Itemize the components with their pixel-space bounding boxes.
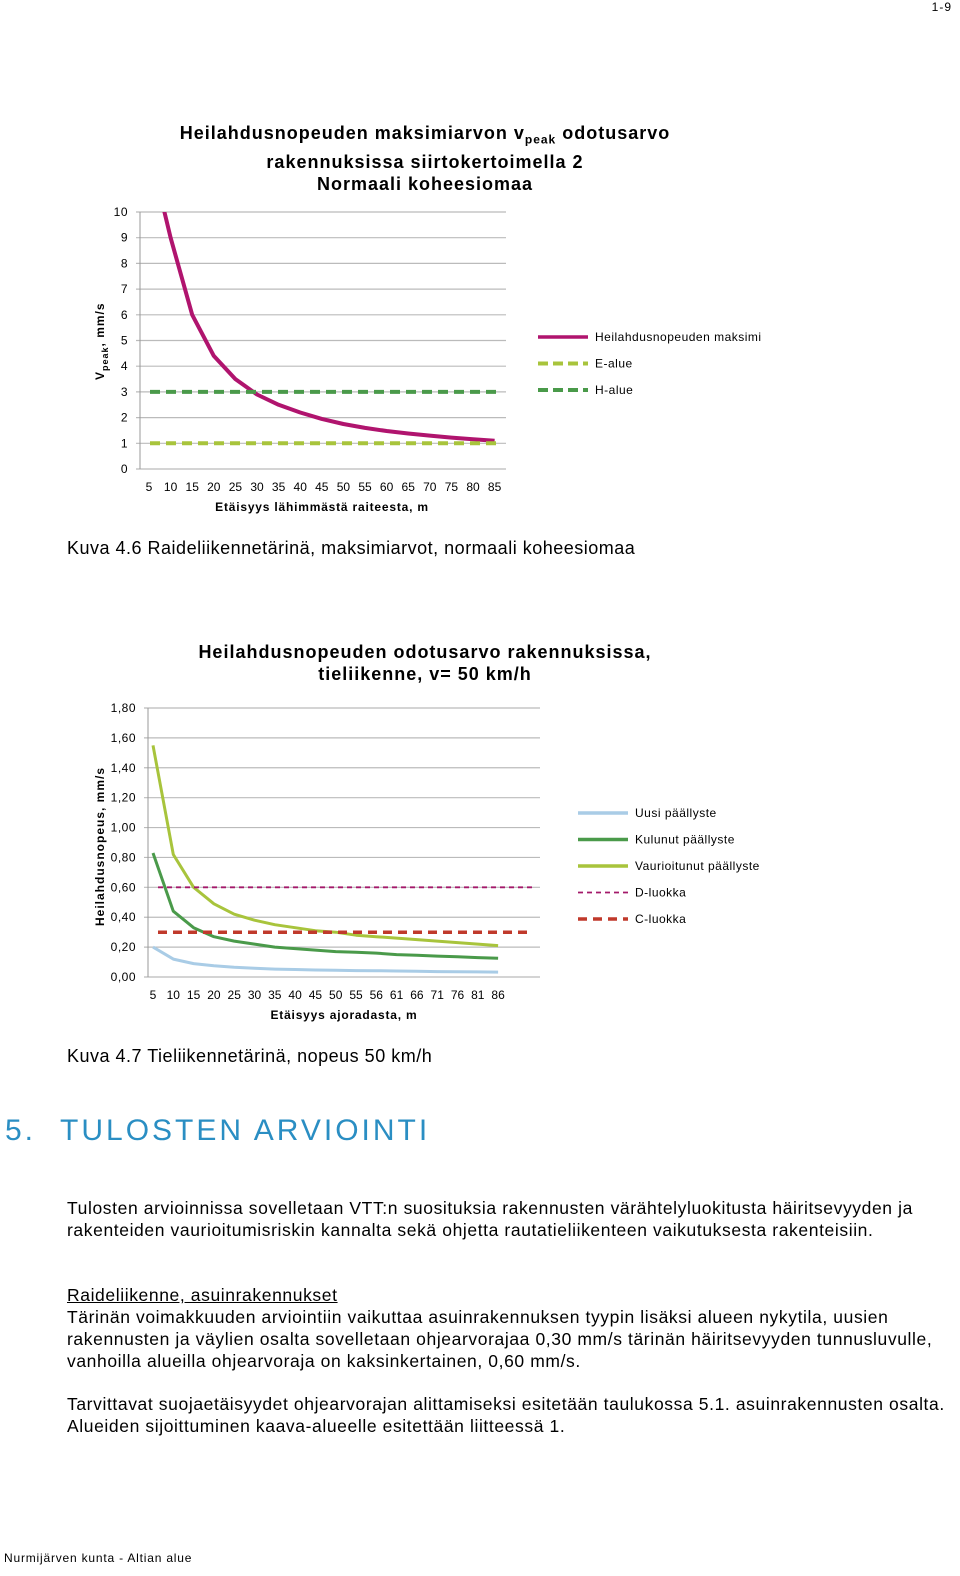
chart1-title-line1-post: odotusarvo [556, 123, 671, 143]
y-tick-label: 5 [120, 333, 128, 348]
y-tick-label: 0,60 [110, 880, 136, 895]
chart1-title-line1-sub: peak [524, 132, 557, 147]
series-line [153, 745, 498, 945]
y-axis-label-main: V [93, 370, 107, 380]
paragraph-1: Tulosten arvioinnissa sovelletaan VTT:n suosituksia rakennusten värähtelyluokitusta häiritsevyyden ja rakenteiden vaurioitumisriskin kannalta sekä ohjetta rautatieliikenteen vaikutuksesta rakenteisiin. [67, 1198, 913, 1240]
y-tick-label: 0,20 [110, 940, 136, 955]
x-tick-label: 25 [228, 480, 243, 494]
y-tick-label: 7 [120, 282, 128, 297]
x-tick-label: 85 [487, 480, 502, 494]
y-axis-label-unit: , mm/s [93, 302, 107, 347]
x-tick-label: 30 [247, 988, 262, 1002]
x-tick-label: 30 [250, 480, 264, 494]
x-tick-label: 55 [358, 480, 372, 494]
x-tick-label: 15 [186, 988, 201, 1002]
x-tick-label: 60 [379, 480, 394, 494]
y-tick-label: 1 [120, 436, 128, 451]
x-tick-label: 45 [315, 480, 329, 494]
x-tick-label: 56 [369, 988, 383, 1002]
y-axis-label [93, 302, 110, 380]
x-tick-label: 65 [401, 480, 415, 494]
y-tick-label: 9 [120, 230, 128, 245]
x-tick-label: 40 [293, 480, 307, 494]
y-tick-label: 1,00 [110, 820, 136, 835]
y-tick-label: 0,00 [110, 970, 136, 984]
figure2-caption: Kuva 4.7 Tieliikennetärinä, nopeus 50 km/h [67, 1046, 433, 1066]
x-tick-label: 50 [336, 480, 351, 494]
y-axis-label-sub: peak [100, 346, 110, 371]
paragraph-2-block [67, 1284, 947, 1372]
x-tick-label: 20 [207, 988, 221, 1002]
y-tick-label: 1,40 [110, 760, 136, 775]
x-tick-label: 71 [430, 988, 444, 1002]
y-tick-label: 6 [120, 307, 128, 322]
legend-label: E-alue [595, 356, 633, 371]
x-tick-label: 10 [166, 988, 180, 1002]
y-axis-label: Heilahdusnopeus, mm/s [93, 766, 107, 926]
paragraph-3: Tarvittavat suojaetäisyydet ohjearvorajan alittamiseksi esitetään taulukossa 5.1. asuinrakennusten osalta. Alueiden sijoittuminen kaava-alueelle esitettään liitteessä 1. [67, 1394, 945, 1436]
chart2-title-line1: Heilahdusnopeuden odotusarvo rakennuksissa, [198, 642, 652, 662]
x-tick-label: 35 [268, 988, 282, 1002]
legend-label: C-luokka [635, 912, 687, 926]
x-tick-label: 45 [308, 988, 323, 1002]
x-tick-label: 81 [471, 988, 485, 1002]
y-tick-label: 1,60 [110, 730, 136, 745]
section-title: TULOSTEN ARVIOINTI [60, 1114, 431, 1147]
x-tick-label: 76 [450, 988, 465, 1002]
section-heading [5, 1114, 430, 1148]
x-tick-label: 55 [349, 988, 363, 1002]
x-tick-label: 50 [329, 988, 343, 1002]
footer: Nurmijärven kunta - Altian alue [4, 1551, 193, 1565]
x-tick-label: 86 [491, 988, 505, 1002]
x-tick-label: 40 [288, 988, 302, 1002]
page-number: 1-9 [931, 0, 952, 14]
y-tick-label: 0,80 [110, 850, 136, 865]
x-tick-label: 80 [466, 480, 480, 494]
y-tick-label: 8 [120, 256, 128, 271]
y-tick-label: 10 [113, 205, 128, 219]
chart2-title [140, 641, 710, 685]
x-tick-label: 70 [423, 480, 437, 494]
x-tick-label: 75 [444, 480, 459, 494]
legend-label: H-alue [595, 383, 634, 397]
y-tick-label: 2 [120, 410, 128, 425]
subheading-raideliikenne: Raideliikenne, asuinrakennukset [67, 1285, 338, 1305]
y-tick-label: 0 [120, 462, 128, 476]
x-tick-label: 35 [271, 480, 286, 494]
figure1-caption: Kuva 4.6 Raideliikennetärinä, maksimiarvot, normaali koheesiomaa [67, 538, 636, 558]
paragraph-2: Tärinän voimakkuuden arviointiin vaikuttaa asuinrakennuksen tyypin lisäksi alueen nykytila, uusien rakennusten ja väylien osalta sovelletaan ohjearvorajaa 0,30 mm/s tärinän häiritsevyyden tunnusluvulle, vanhoilla alueilla ohjearvoraja on kaksinkertainen, 0,60 mm/s. [67, 1307, 933, 1371]
x-tick-label: 15 [185, 480, 199, 494]
y-tick-label: 3 [120, 384, 128, 399]
x-tick-label: 61 [389, 988, 404, 1002]
y-tick-label: 4 [120, 359, 128, 374]
chart1-title [95, 122, 755, 195]
y-tick-label: 1,20 [110, 790, 136, 805]
section-number: 5. [5, 1114, 37, 1147]
x-tick-label: 25 [227, 988, 241, 1002]
x-tick-label: 5 [145, 480, 153, 494]
chart2-title-line2: tieliikenne, v= 50 km/h [318, 664, 532, 684]
series-line [149, 195, 495, 441]
chart1-title-line3: Normaali koheesiomaa [316, 173, 534, 194]
legend-label: Vaurioitunut päällyste [635, 859, 760, 873]
x-axis-label: Etäisyys ajoradasta, m [270, 1008, 418, 1022]
x-tick-label: 10 [163, 480, 178, 494]
chart1-title-line1-pre: Heilahdusnopeuden maksimiarvon v [179, 123, 525, 143]
legend-label: Uusi päällyste [635, 806, 717, 820]
legend-label: D-luokka [635, 885, 687, 900]
y-tick-label: 1,80 [110, 701, 136, 715]
chart1-title-line2: rakennuksissa siirtokertoimella 2 [266, 151, 584, 172]
x-axis-label: Etäisyys lähimmästä raiteesta, m [215, 500, 429, 514]
legend-label: Heilahdusnopeuden maksimi [595, 330, 762, 344]
x-tick-label: 20 [207, 480, 221, 494]
y-tick-label: 0,40 [110, 910, 136, 925]
x-tick-label: 66 [410, 988, 424, 1002]
x-tick-label: 5 [149, 988, 157, 1002]
chart1-svg [0, 195, 960, 525]
chart2-svg [0, 690, 960, 1030]
legend-label: Kulunut päällyste [635, 832, 735, 847]
